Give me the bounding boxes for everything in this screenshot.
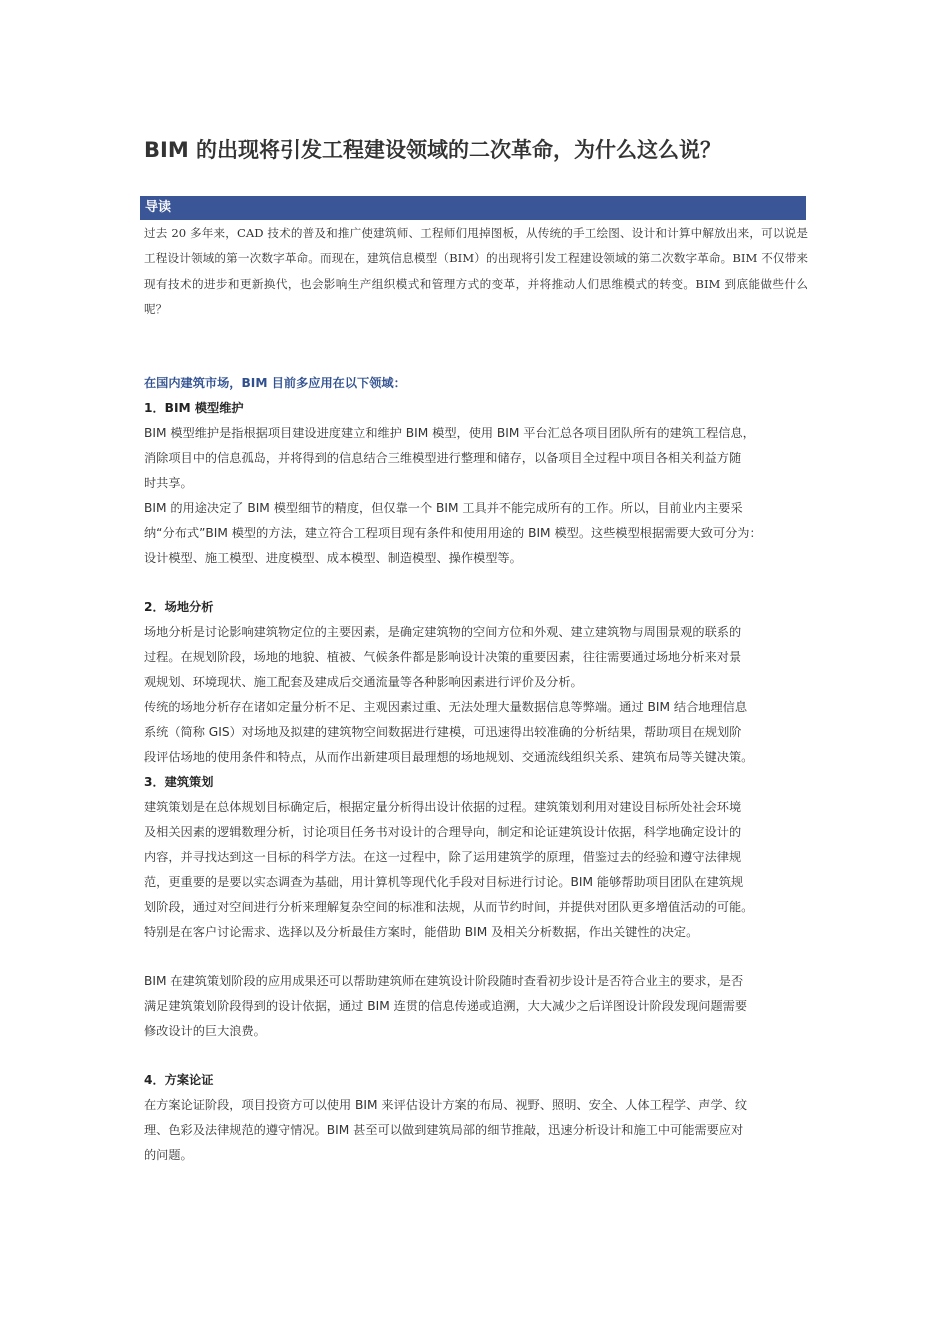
lead-section-bar [140,196,806,220]
section-heading: 1．BIM 模型维护 [144,401,244,415]
body-text-line: BIM 的用途决定了 BIM 模型细节的精度，但仅靠一个 BIM 工具并不能完成所有的工作。所以，目前业内主要采 [144,501,743,515]
body-text-line: 在方案论证阶段，项目投资方可以使用 BIM 来评估设计方案的布局、视野、照明、安全、人体工程学、声学、纹 [144,1098,748,1112]
section-intro-heading: 在国内建筑市场，BIM 目前多应用在以下领域： [144,376,406,390]
body-text-line: 设计模型、施工模型、进度模型、成本模型、制造模型、操作模型等。 [144,551,522,565]
body-text-line: 观规划、环境现状、施工配套及建成后交通流量等各种影响因素进行评价及分析。 [144,675,583,689]
body-text-line: 纳“分布式”BIM 模型的方法，建立符合工程项目现有条件和使用用途的 BIM 模型。这些模型根据需要大致可分为： [144,526,762,540]
body-text-line: 理、色彩及法律规范的遵守情况。BIM 甚至可以做到建筑局部的细节推敲，迅速分析设计和施工中可能需要应对 [144,1123,744,1137]
lead-paragraph: 过去 20 多年来，CAD 技术的普及和推广使建筑师、工程师们甩掉图板，从传统的手工绘图、设计和计算中解放出来，可以说是工程设计领域的第一次数字革命。而现在，建筑信息模型（BIM）的出现将引发工程建设领域的第二次数字革命。BIM 不仅带来现有技术的进步和更新换代，也会影响生产组织模式和管理方式的变革，并将推动人们思维模式的转变。BIM 到底能做些什么呢？ [144,226,808,316]
body-text-line: 传统的场地分析存在诸如定量分析不足、主观因素过重、无法处理大量数据信息等弊端。通过 BIM 结合地理信息 [144,700,748,714]
body-text-line: 建筑策划是在总体规划目标确定后，根据定量分析得出设计依据的过程。建筑策划利用对建设目标所处社会环境 [144,800,742,814]
body-text-line: 的问题。 [144,1148,193,1162]
body-text-line: 时共享。 [144,476,193,490]
body-text-line: 内容，并寻找达到这一目标的科学方法。在这一过程中，除了运用建筑学的原理，借鉴过去的经验和遵守法律规 [144,850,742,864]
body-text-line: 段评估场地的使用条件和特点，从而作出新建项目最理想的场地规划、交通流线组织关系、建筑布局等关键决策。 [144,750,754,764]
body-text-line: 系统（简称 GIS）对场地及拟建的建筑物空间数据进行建模，可迅速得出较准确的分析结果，帮助项目在规划阶 [144,725,742,739]
article-title: BIM 的出现将引发工程建设领域的二次革命，为什么这么说？ [144,138,722,162]
section-heading: 3．建筑策划 [144,775,214,789]
body-text-line: 范，更重要的是要以实态调查为基础，用计算机等现代化手段对目标进行讨论。BIM 能够帮助项目团队在建筑规 [144,875,744,889]
body-text-line: 划阶段，通过对空间进行分析来理解复杂空间的标准和法规，从而节约时间，并提供对团队更多增值活动的可能。 [144,900,754,914]
lead-section-label: 导读 [145,200,172,215]
body-text-line: 场地分析是讨论影响建筑物定位的主要因素，是确定建筑物的空间方位和外观、建立建筑物与周围景观的联系的 [144,625,742,639]
body-text-line: 及相关因素的逻辑数理分析，讨论项目任务书对设计的合理导向，制定和论证建筑设计依据，科学地确定设计的 [144,825,742,839]
body-text-line: 满足建筑策划阶段得到的设计依据，通过 BIM 连贯的信息传递或追溯，大大减少之后详图设计阶段发现问题需要 [144,999,748,1013]
section-heading: 2．场地分析 [144,600,214,614]
body-text-line: 修改设计的巨大浪费。 [144,1024,266,1038]
section-heading: 4．方案论证 [144,1073,214,1087]
body-text-line: BIM 模型维护是指根据项目建设进度建立和维护 BIM 模型，使用 BIM 平台汇总各项目团队所有的建筑工程信息， [144,426,755,440]
body-text-line: 消除项目中的信息孤岛，并将得到的信息结合三维模型进行整理和储存，以备项目全过程中项目各相关利益方随 [144,451,742,465]
body-text-line: BIM 在建筑策划阶段的应用成果还可以帮助建筑师在建筑设计阶段随时查看初步设计是否符合业主的要求，是否 [144,974,744,988]
body-text-line: 特别是在客户讨论需求、选择以及分析最佳方案时，能借助 BIM 及相关分析数据，作出关键性的决定。 [144,925,699,939]
body-text-line: 过程。在规划阶段，场地的地貌、植被、气候条件都是影响设计决策的重要因素，往往需要通过场地分析来对景 [144,650,742,664]
